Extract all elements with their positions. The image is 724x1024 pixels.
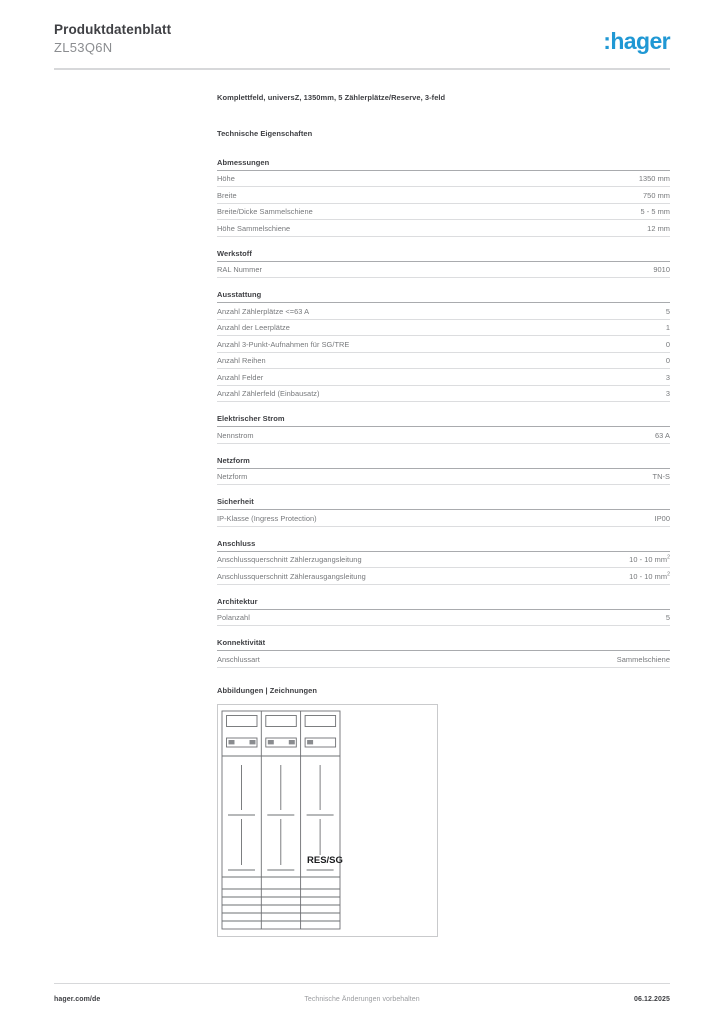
spec-section — [217, 456, 670, 485]
spec-label: Anzahl 3-Punkt-Aufnahmen für SG/TRE — [217, 339, 350, 349]
footer-date: 06.12.2025 — [633, 996, 670, 1003]
spec-section-heading: Architektur — [217, 597, 670, 610]
spec-row — [217, 187, 670, 203]
spec-section-heading: Abmessungen — [217, 158, 670, 171]
spec-section — [217, 249, 670, 278]
spec-label: Nennstrom — [217, 430, 254, 440]
spec-section-heading: Anschluss — [217, 539, 670, 552]
spec-section — [217, 158, 670, 237]
spec-value — [629, 572, 670, 581]
footer-divider — [54, 983, 670, 984]
spec-label: Polanzahl — [217, 613, 250, 623]
spec-row — [217, 220, 670, 236]
spec-label: Anzahl Zählerplätze <=63 A — [217, 306, 310, 316]
spec-section-heading: Werkstoff — [217, 249, 670, 262]
spec-section-heading: Ausstattung — [217, 290, 670, 303]
spec-label: RAL Nummer — [217, 265, 262, 275]
technical-drawing — [217, 704, 438, 937]
spec-value: 3 — [665, 389, 670, 399]
page-header — [54, 22, 670, 66]
footer-disclaimer: Technische Änderungen vorbehalten — [304, 996, 420, 1003]
spec-row — [217, 510, 670, 526]
spec-value: 63 A — [655, 430, 670, 440]
page-title: Produktdatenblatt — [54, 22, 172, 37]
spec-section — [217, 638, 670, 667]
header-divider — [54, 68, 670, 70]
spec-row — [217, 552, 670, 568]
spec-row — [217, 369, 670, 385]
technical-properties-title: Technische Eigenschaften — [217, 129, 313, 138]
hager-logo: :hager — [603, 28, 670, 54]
spec-value: IP00 — [654, 513, 670, 523]
meter-cabinet-diagram — [218, 705, 437, 936]
spec-value: 5 — [665, 306, 670, 316]
spec-label: IP-Klasse (Ingress Protection) — [217, 513, 317, 523]
spec-label: Anzahl Reihen — [217, 356, 266, 366]
spec-section-heading: Sicherheit — [217, 497, 670, 510]
spec-value: 750 mm — [643, 190, 670, 200]
spec-value: 3 — [665, 372, 670, 382]
spec-row — [217, 651, 670, 667]
spec-value-text: 10 - 10 mm — [629, 555, 668, 565]
spec-row — [217, 469, 670, 485]
spec-value: 12 mm — [647, 223, 670, 233]
datasheet-content — [217, 93, 670, 937]
spec-label: Anschlussquerschnitt Zählerausgangsleitung — [217, 571, 366, 581]
spec-label: Anzahl Felder — [217, 372, 264, 382]
spec-value: Sammelschiene — [616, 654, 670, 664]
spec-section-heading: Netzform — [217, 456, 670, 469]
spec-row — [217, 427, 670, 443]
spec-value: 5 - 5 mm — [640, 207, 670, 217]
spec-value — [629, 555, 670, 564]
spec-section — [217, 290, 670, 402]
spec-value: 1350 mm — [638, 174, 670, 184]
spec-section — [217, 597, 670, 626]
spec-row — [217, 204, 670, 220]
spec-value-exponent: 2 — [667, 554, 670, 561]
spec-label: Höhe Sammelschiene — [217, 223, 291, 233]
spec-value: 1 — [665, 323, 670, 333]
spec-row — [217, 386, 670, 402]
spec-label: Netzform — [217, 472, 248, 482]
spec-row — [217, 353, 670, 369]
spec-value: 0 — [665, 339, 670, 349]
product-reference: ZL53Q6N — [54, 40, 113, 55]
footer-website[interactable]: hager.com/de — [54, 996, 101, 1003]
spec-label: Anzahl Zählerfeld (Einbausatz) — [217, 389, 320, 399]
spec-row — [217, 336, 670, 352]
reserve-label: RES/SG — [307, 854, 343, 866]
spec-value: 0 — [665, 356, 670, 366]
spec-row — [217, 262, 670, 278]
spec-label: Anschlussart — [217, 654, 260, 664]
product-description: Komplettfeld, universZ, 1350mm, 5 Zählerplätze/Reserve, 3-feld — [217, 93, 446, 102]
spec-label: Anzahl der Leerplätze — [217, 323, 290, 333]
spec-row — [217, 610, 670, 626]
spec-value-exponent: 2 — [667, 571, 670, 578]
spec-section — [217, 497, 670, 526]
spec-label: Breite/Dicke Sammelschiene — [217, 207, 313, 217]
spec-sections — [217, 158, 670, 668]
spec-section — [217, 539, 670, 585]
spec-row — [217, 320, 670, 336]
spec-section — [217, 414, 670, 443]
spec-section-heading: Elektrischer Strom — [217, 414, 670, 427]
spec-value-text: 10 - 10 mm — [629, 571, 668, 581]
spec-section-heading: Konnektivität — [217, 638, 670, 651]
spec-label: Anschlussquerschnitt Zählerzugangsleitung — [217, 555, 362, 565]
spec-value: 5 — [665, 613, 670, 623]
spec-row — [217, 303, 670, 319]
page-footer — [54, 996, 670, 1010]
spec-label: Höhe — [217, 174, 235, 184]
spec-row — [217, 568, 670, 584]
drawings-title: Abbildungen | Zeichnungen — [217, 685, 318, 695]
spec-label: Breite — [217, 190, 237, 200]
spec-value: 9010 — [653, 265, 670, 275]
spec-value: TN-S — [652, 472, 670, 482]
spec-row — [217, 171, 670, 187]
